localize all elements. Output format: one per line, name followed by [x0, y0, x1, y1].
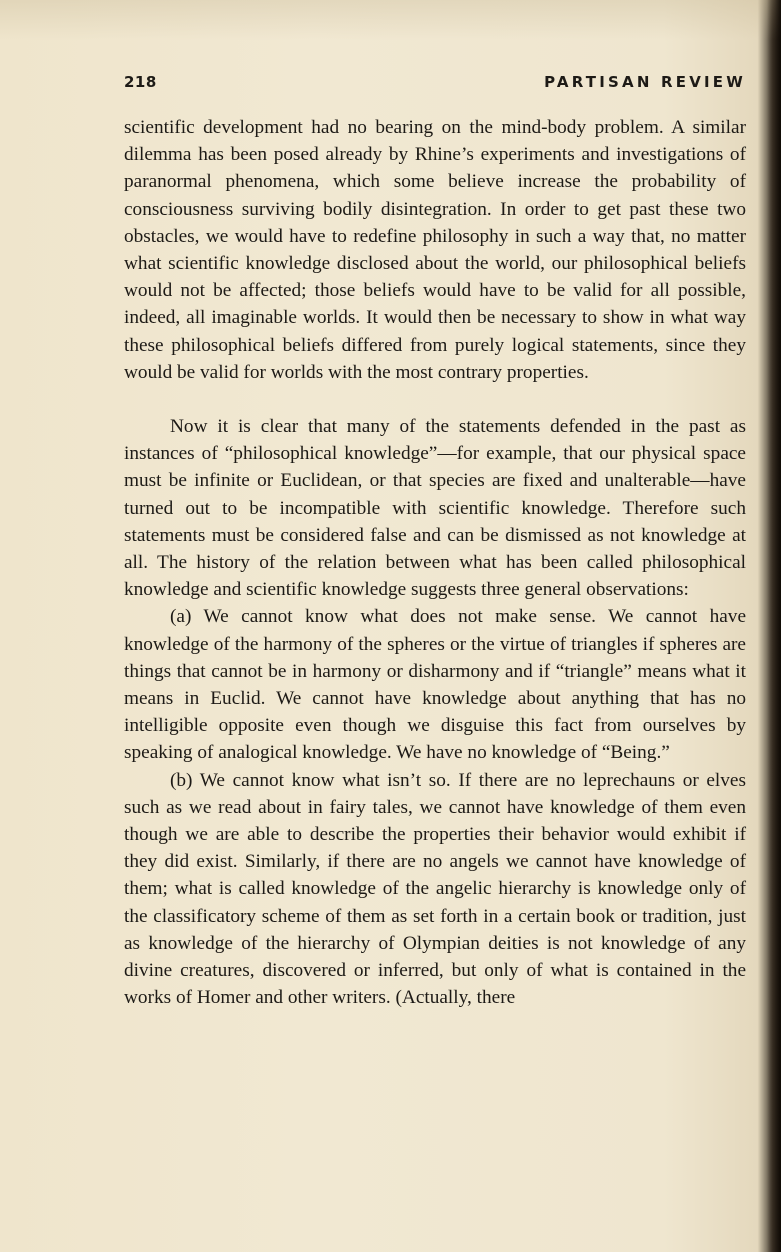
observation-b: (b) We cannot know what isn’t so. If there are no leprechauns or elves such as we read about in fairy tales, we cannot have knowledge of them even though we are able to describe the properties their behavior would exhibit if they did exist. Similarly, if there are no angels we cannot have knowledge of them; what is called knowledge of the angelic hierarchy is knowledge only of the classificatory scheme of them as set forth in a certain book or tradition, just as knowledge of the hierarchy of Olympian deities is not knowledge of any divine creatures, discovered or inferred, but only of what is contained in the works of Homer and other writers. (Actually, there [124, 769, 746, 1009]
page-top-stain [0, 0, 781, 40]
paragraph-continued: scientific development had no bearing on the mind-body problem. A similar dilemma has been posed already by Rhine’s experiments and investigations of paranormal phenomena, which some believe increase the probability of consciousness surviving bodily disintegration. In order to get past these two obstacles, we would have to redefine philosophy in such a way that, no matter what scientific knowledge disclosed about the world, our philosophical beliefs would not be affected; those beliefs would have to be valid for all possible, indeed, all imaginable worlds. It would then be necessary to show in what way these philosophical beliefs differed from purely logical statements, since they would be valid for worlds with the most contrary properties. [124, 117, 746, 383]
observation-a: (a) We cannot know what does not make sense. We cannot have knowledge of the harmony of the spheres or the virtue of triangles if spheres are things that cannot be in harmony or disharmony and if “triangle” means what it means in Euclid. We cannot have knowledge about anything that has no intelligible opposite even though we disguise this fact from ourselves by speaking of analogical knowledge. We have no knowledge of “Being.” [124, 606, 746, 764]
binding-shadow [767, 0, 781, 1252]
paragraph-knowledge: Now it is clear that many of the statements defended in the past as instances of “philosophical knowledge”—for example, that our physical space must be infinite or Euclidean, or that species are fixed and unalterable—have turned out to be incompatible with scientific knowledge. Therefore such statements must be considered false and can be dismissed as not knowledge at all. The history of the relation between what has been called philosophical knowledge and scientific knowledge suggests three general observations: [124, 416, 746, 601]
body-text [124, 114, 746, 1012]
running-head [124, 73, 746, 95]
journal-title: PARTISAN REVIEW [544, 73, 746, 91]
page-number: 218 [124, 73, 157, 91]
